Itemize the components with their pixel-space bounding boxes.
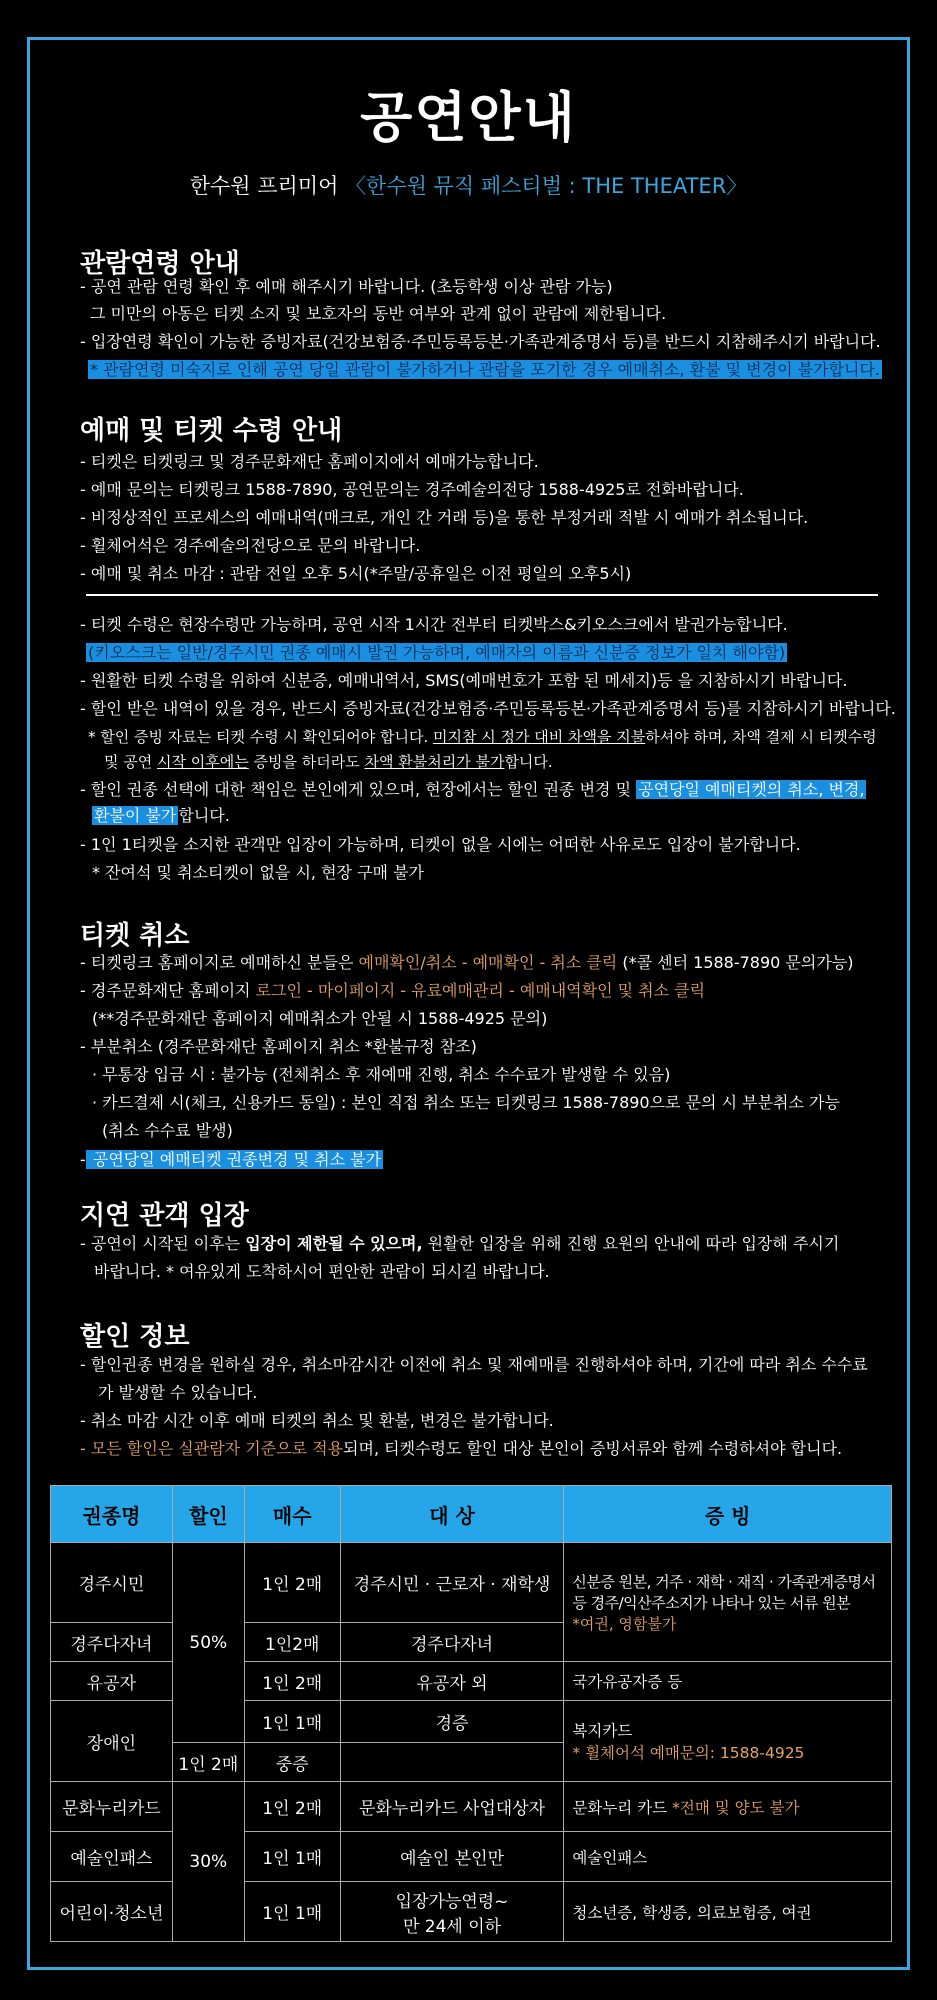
highlight-notice: * 관람연령 미숙지로 인해 공연 당일 관람이 불가하거나 관람을 포기한 경우 예매취소, 환불 및 변경이 불가합니다.	[90, 360, 880, 379]
table-cell-discount: 30%	[172, 1782, 244, 1942]
text-line: - 할인 권종 선택에 대한 책임은 본인에게 있으며, 현장에서는 할인 권종 변경 및 공연당일 예매티켓의 취소, 변경,	[80, 780, 865, 799]
table-cell-proof: 복지카드 * 휠체어석 예매문의: 1588-4925	[564, 1701, 892, 1782]
text-line: * 할인 증빙 자료는 티켓 수령 시 확인되어야 합니다. 미지참 시 정가 대비 차액을 지불하셔야 하며, 차액 결제 시 티켓수령	[88, 728, 877, 746]
table-cell: 어린이·청소년	[51, 1882, 173, 1942]
table-row	[51, 1782, 892, 1832]
table-cell: 유공자	[51, 1662, 173, 1701]
table-cell: 예술인 본인만	[340, 1832, 564, 1882]
text-line: (**경주문화재단 홈페이지 예매취소가 안될 시 1588-4925 문의)	[92, 1009, 548, 1028]
page-subtitle: 한수원 프리미어 〈한수원 뮤직 페스티벌 : THE THEATER〉	[189, 174, 748, 198]
highlight-notice: (키오스크는 일반/경주시민 권종 예매시 발권 가능하며, 예매자의 이름과 신분증 정보가 일치 해야함)	[88, 643, 786, 662]
table-cell: 중증	[244, 1743, 340, 1782]
text-line: - 공연 관람 연령 확인 후 예매 해주시기 바랍니다. (초등학생 이상 관람 가능)	[80, 277, 613, 296]
divider	[86, 594, 878, 596]
text-line: 환불이 불가 합니다.	[94, 806, 230, 825]
table-cell: 입장가능연령~ 만 24세 이하	[340, 1882, 564, 1942]
table-cell: 장애인	[51, 1701, 173, 1782]
table-cell: 경주시민 · 근로자 · 재학생	[340, 1543, 564, 1623]
table-cell: 1인 2매	[244, 1543, 340, 1623]
text-line: (취소 수수료 발생)	[102, 1121, 233, 1140]
table-header: 매수	[244, 1486, 340, 1543]
text-line: - 휠체어석은 경주예술의전당으로 문의 바랍니다.	[80, 536, 421, 555]
text-line: - 모든 할인은 실관람자 기준으로 적용되며, 티켓수령도 할인 대상 본인이 증빙서류와 함께 수령하셔야 합니다.	[80, 1439, 843, 1458]
text-line: - 예매 및 취소 마감 : 관람 전일 오후 5시(*주말/공휴일은 이전 평일의 오후5시)	[80, 564, 632, 583]
section-heading-age: 관람연령 안내	[80, 249, 240, 279]
text-line: - 예매 문의는 티켓링크 1588-7890, 공연문의는 경주예술의전당 1588-4925로 전화바랍니다.	[80, 480, 744, 499]
text-line: - 티켓 수령은 현장수령만 가능하며, 공연 시작 1시간 전부터 티켓박스&키오스크에서 발권가능합니다.	[80, 615, 788, 634]
text-line: - 티켓은 티켓링크 및 경주문화재단 홈페이지에서 예매가능합니다.	[80, 452, 539, 471]
table-cell: 청소년증, 학생증, 의료보험증, 여권	[564, 1882, 892, 1942]
table-cell: 경주다자녀	[340, 1623, 564, 1662]
table-cell-proof: 신분증 원본, 거주 · 재학 · 재직 · 가족관계증명서 등 경주/익산주소지가 나타나 있는 서류 원본 *여권, 영함불가	[564, 1543, 892, 1662]
table-cell: 1인 2매	[244, 1782, 340, 1832]
text-line: - 입장연령 확인이 가능한 증빙자료(건강보험증·주민등록등본·가족관계증명서 등)를 반드시 지참해주시기 바랍니다.	[80, 332, 881, 351]
table-cell: 유공자 외	[340, 1662, 564, 1701]
text-line: - 할인권종 변경을 원하실 경우, 취소마감시간 이전에 취소 및 재예매를 진행하셔야 하며, 기간에 따라 취소 수수료	[80, 1355, 868, 1374]
table-header-row	[51, 1486, 892, 1543]
text-line: · 카드결제 시(체크, 신용카드 동일) : 본인 직접 취소 또는 티켓링크 1588-7890으로 문의 시 부분취소 가능	[92, 1093, 840, 1112]
text-line: - 비정상적인 프로세스의 예매내역(매크로, 개인 간 거래 등)을 통한 부정거래 적발 시 예매가 취소됩니다.	[80, 508, 809, 527]
table-cell: 1인 2매	[244, 1662, 340, 1701]
table-header: 대 상	[340, 1486, 564, 1543]
text-line: - 부분취소 (경주문화재단 홈페이지 취소 *환불규정 참조)	[80, 1037, 477, 1056]
table-cell: 1인 1매	[244, 1701, 340, 1743]
text-line: 그 미만의 아동은 티켓 소지 및 보호자의 동반 여부와 관계 없이 관람에 제한됩니다.	[90, 304, 667, 323]
table-header: 증 빙	[564, 1486, 892, 1543]
table-cell: 문화누리카드 사업대상자	[340, 1782, 564, 1832]
table-cell: 문화누리카드	[51, 1782, 173, 1832]
table-cell: 1인2매	[244, 1623, 340, 1662]
text-line: - 공연이 시작된 이후는 입장이 제한될 수 있으며, 원활한 입장을 위해 진행 요원의 안내에 따라 입장해 주시기	[80, 1234, 840, 1253]
table-cell: 문화누리 카드 *전매 및 양도 불가	[564, 1782, 892, 1832]
table-header: 할인	[172, 1486, 244, 1543]
discount-table	[50, 1485, 892, 1942]
page-title: 공연안내	[360, 86, 577, 149]
table-cell: 예술인패스	[564, 1832, 892, 1882]
text-line: - 티켓링크 홈페이지로 예매하신 분들은 예매확인/취소 - 예매확인 - 취소 클릭 (*콜 센터 1588-7890 문의가능)	[80, 953, 854, 972]
table-cell: 예술인패스	[51, 1832, 173, 1882]
table-cell: 1인 1매	[244, 1832, 340, 1882]
section-heading-booking: 예매 및 티켓 수령 안내	[80, 416, 343, 446]
text-line: - 원활한 티켓 수령을 위하여 신분증, 예매내역서, SMS(예매번호가 포함 된 메세지)등 을 지참하시기 바랍니다.	[80, 671, 848, 690]
text-line: - 취소 마감 시간 이후 예매 티켓의 취소 및 환불, 변경은 불가합니다.	[80, 1411, 554, 1430]
table-cell: 1인 1매	[244, 1882, 340, 1942]
section-heading-cancel: 티켓 취소	[80, 921, 190, 951]
text-line: * 잔여석 및 취소티켓이 없을 시, 현장 구매 불가	[92, 863, 424, 882]
text-line: - 경주문화재단 홈페이지 로그인 - 마이페이지 - 유료예매관리 - 예매내역확인 및 취소 클릭	[80, 981, 706, 1000]
text-line: 및 공연 시작 이후에는 증빙을 하더라도 차액 환불처리가 불가합니다.	[104, 753, 553, 771]
table-cell: 1인 2매	[172, 1743, 244, 1782]
table-cell: 경주다자녀	[51, 1623, 173, 1662]
text-line: - 공연당일 예매티켓 권종변경 및 취소 불가	[80, 1150, 382, 1169]
text-line: - 할인 받은 내역이 있을 경우, 반드시 증빙자료(건강보험증·주민등록등본·가족관계증명서 등)를 지참하시기 바랍니다.	[80, 699, 896, 718]
text-line: 바랍니다. * 여유있게 도착하시어 편안한 관람이 되시길 바랍니다.	[94, 1262, 550, 1281]
table-cell-discount: 50%	[172, 1543, 244, 1743]
text-line: · 무통장 입금 시 : 불가능 (전체취소 후 재예매 진행, 취소 수수료가 발생할 수 있음)	[92, 1065, 671, 1084]
section-heading-discount: 할인 정보	[80, 1322, 190, 1352]
table-header: 권종명	[51, 1486, 173, 1543]
table-row	[51, 1543, 892, 1623]
section-heading-late: 지연 관객 입장	[80, 1201, 249, 1231]
table-cell: 경증	[340, 1701, 564, 1743]
text-line: 가 발생할 수 있습니다.	[98, 1383, 258, 1402]
table-cell: 경주시민	[51, 1543, 173, 1623]
table-cell: 국가유공자증 등	[564, 1662, 892, 1701]
text-line: - 1인 1티켓을 소지한 관객만 입장이 가능하며, 티켓이 없을 시에는 어떠한 사유로도 입장이 불가합니다.	[80, 835, 801, 854]
